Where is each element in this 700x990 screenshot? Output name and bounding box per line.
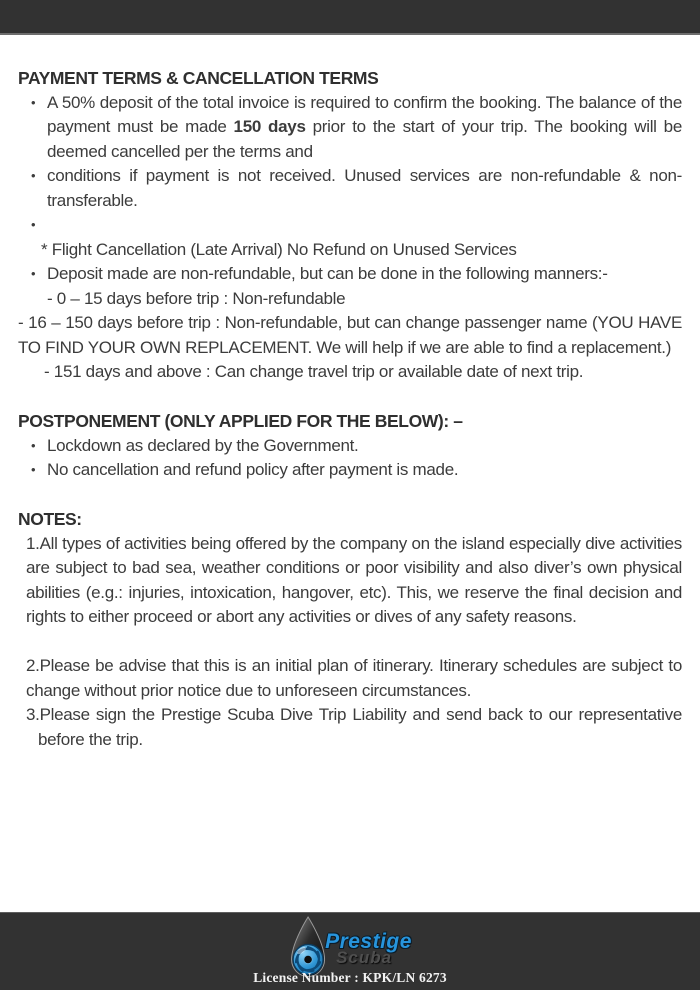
- water-drop-aperture-icon: [288, 916, 328, 978]
- postponement-bullet-2: No cancellation and refund policy after payment is made.: [47, 460, 459, 479]
- list-item: [18, 91, 682, 165]
- document-content: [0, 35, 700, 752]
- notes-heading: NOTES:: [18, 509, 82, 529]
- spacer: [18, 385, 682, 410]
- postponement-list: [18, 434, 682, 483]
- list-item: [18, 434, 682, 459]
- postponement-heading: POSTPONEMENT (ONLY APPLIED FOR THE BELOW): –: [18, 411, 463, 431]
- payment-terms-list: [18, 91, 682, 238]
- payment-bullet-1-post: prior to the start of your trip. The booking will be deemed cancelled per the terms and: [47, 117, 682, 161]
- license-number: License Number : KPK/LN 6273: [253, 970, 447, 985]
- note-item-1: 1.All types of activities being offered by the company on the island especially dive activities are subject to bad sea, weather conditions or poor visibility and also diver’s own physical abilities (e.g.: injuries, intoxication, hangover, etc). This, we reserve the final decision and rights to either proceed or abort any activities or dives of any safety reasons.: [26, 533, 682, 626]
- bullet-icon: •: [31, 266, 36, 281]
- bullet-icon: •: [31, 217, 36, 232]
- list-item: [18, 262, 682, 287]
- payment-bullet-1-pre: A 50% deposit of the total invoice is required to confirm the booking. The balance of the payment must be made: [47, 92, 682, 136]
- list-item: [18, 164, 682, 213]
- refund-tier-151: - 151 days and above : Can change travel trip or available date of next trip.: [44, 362, 584, 381]
- brand-name-top: Prestige: [325, 930, 412, 953]
- bullet-icon: •: [31, 168, 36, 183]
- payment-bullet-1-bold: 150 days: [233, 117, 306, 136]
- bullet-icon: •: [31, 94, 36, 110]
- bullet-icon: •: [31, 437, 36, 453]
- footer-bar: [0, 912, 700, 990]
- flight-cancellation-note: * Flight Cancellation (Late Arrival) No Refund on Unused Services: [41, 239, 517, 259]
- payment-terms-heading: PAYMENT TERMS & CANCELLATION TERMS: [18, 68, 379, 88]
- payment-terms-list-continued: [18, 262, 682, 287]
- refund-tier-16-150: - 16 – 150 days before trip : Non-refundable, but can change passenger name (YOU HAVE TO FIND YOUR OWN REPLACEMENT. We will help if we are able to find a replacement.): [18, 313, 682, 357]
- top-bar: [0, 0, 700, 35]
- refund-tier-0-15: - 0 – 15 days before trip : Non-refundable: [47, 288, 346, 308]
- list-item-empty: [18, 213, 682, 238]
- postponement-bullet-1: Lockdown as declared by the Government.: [47, 435, 359, 455]
- brand-logo: [288, 916, 412, 978]
- bullet-icon: •: [31, 462, 36, 477]
- list-item: [18, 458, 682, 483]
- payment-bullet-2: conditions if payment is not received. Unused services are non-refundable & non-transferable.: [47, 166, 682, 210]
- note-item-2: 2.Please be advise that this is an initial plan of itinerary. Itinerary schedules are subject to change without prior notice due to unforeseen circumstances.: [26, 656, 682, 700]
- brand-name-bottom: Scuba: [336, 948, 393, 967]
- spacer: [18, 483, 682, 508]
- note-item-3: 3.Please sign the Prestige Scuba Dive Trip Liability and send back to our representative before the trip.: [26, 705, 682, 749]
- spacer: [18, 630, 682, 655]
- payment-bullet-3: Deposit made are non-refundable, but can be done in the following manners:-: [47, 264, 608, 283]
- brand-wordmark: [325, 930, 412, 967]
